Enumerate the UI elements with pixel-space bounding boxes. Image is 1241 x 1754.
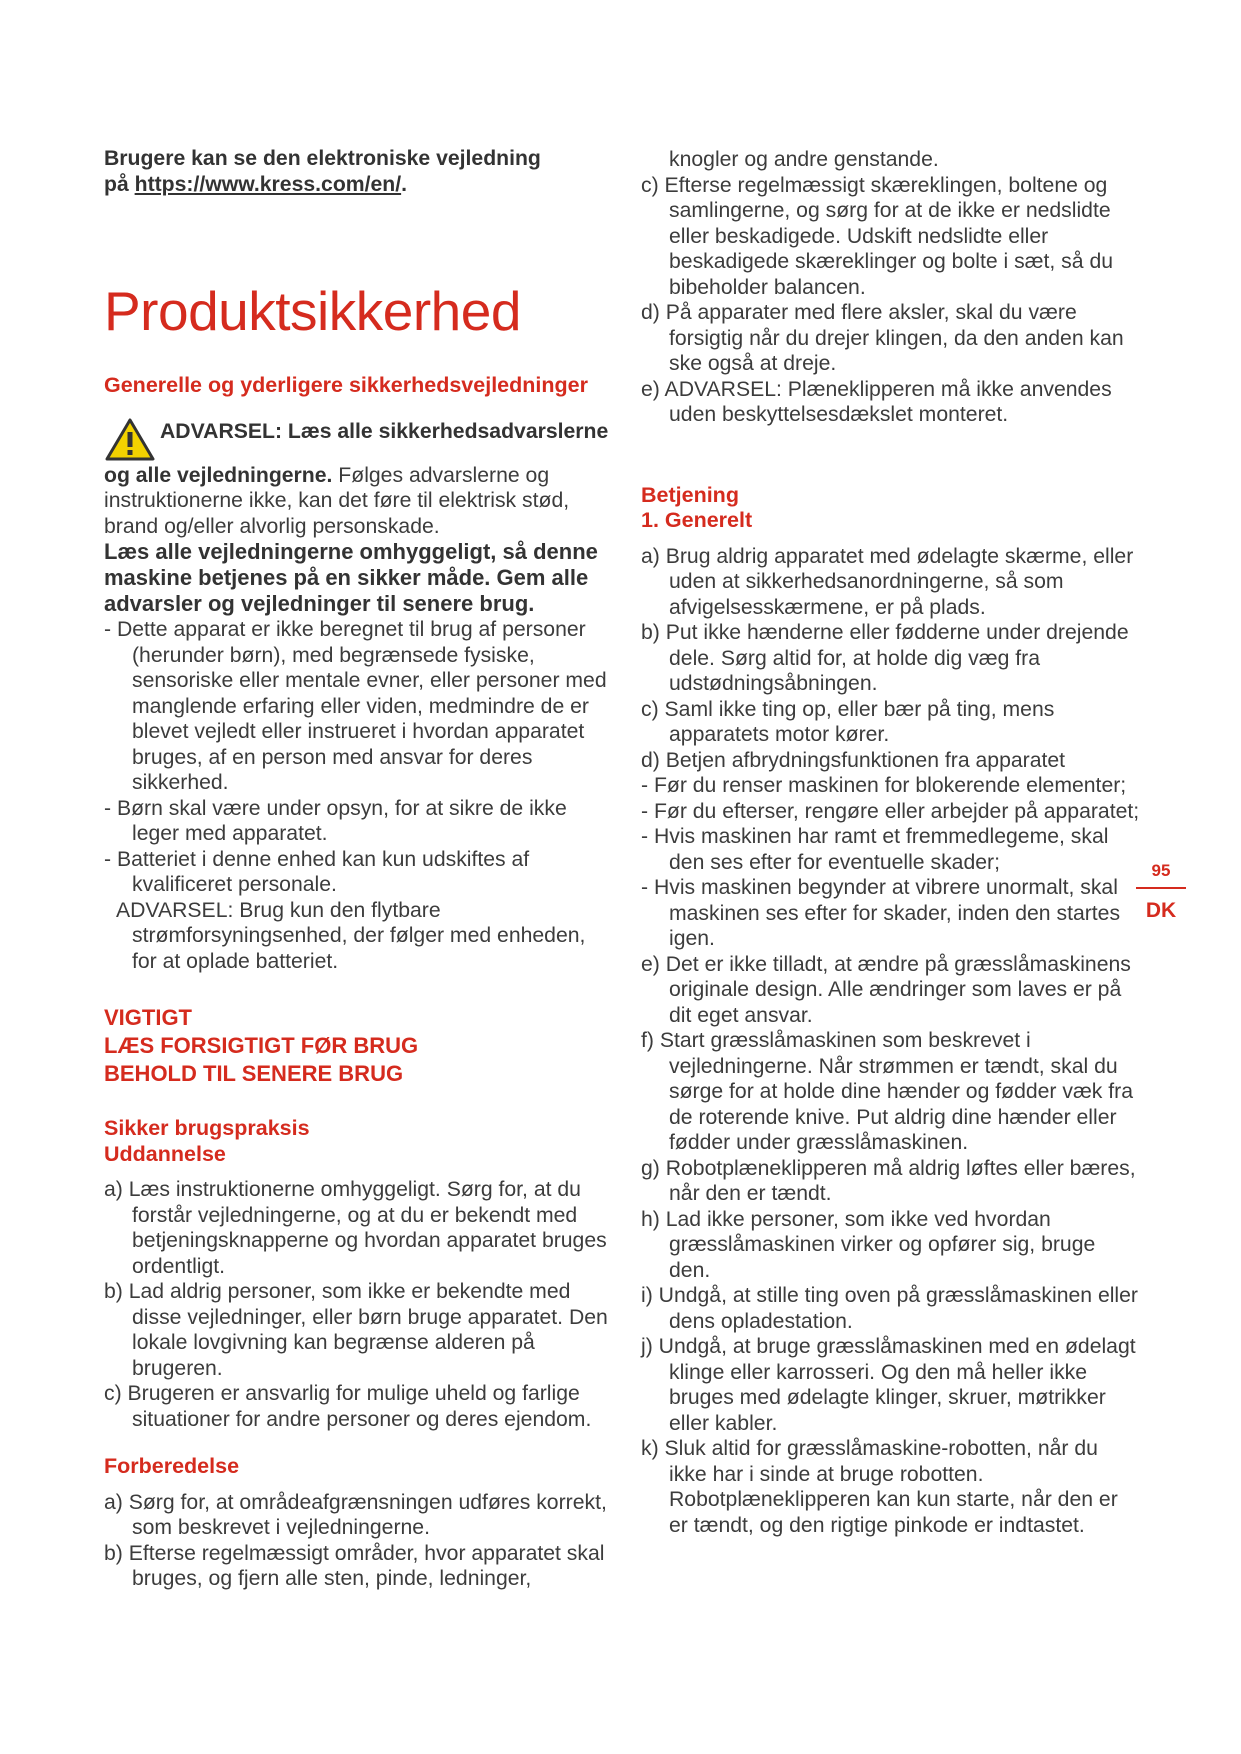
list-item: c) Brugeren er ansvarlig for mulige uheld og farlige situationer for andre personer og deres ejendom. — [104, 1382, 592, 1431]
list-item: - Børn skal være under opsyn, for at sikre de ikke leger med apparatet. — [104, 796, 567, 845]
list-item: - Batteriet i denne enhed kan kun udskiftes af kvalificeret personale. — [104, 847, 530, 896]
list-item: - Hvis maskinen har ramt et fremmedlegeme, skal den ses efter for eventuelle skader; — [641, 825, 1109, 874]
list-item: h) Lad ikke personer, som ikke ved hvordan græsslåmaskinen virker og opfører sig, bruge den. — [641, 1207, 1096, 1282]
important-line3: BEHOLD TIL SENERE BRUG — [104, 1061, 404, 1086]
preparation-continuation: knogler og andre genstande. — [669, 148, 939, 171]
operation-section — [641, 483, 1141, 1539]
list-item: k) Sluk altid for græsslåmaskine-robotten, når du ikke har i sinde at bruge robotten. Robotplæneklipperen kan kun starte, når den er er tændt, og den rigtige pinkode er indtastet. — [641, 1437, 1118, 1537]
language-code: DK — [1145, 899, 1177, 922]
general-bullets — [104, 617, 609, 898]
intro-text — [104, 146, 609, 197]
important-block — [104, 1004, 609, 1088]
operation-heading: Betjening — [641, 482, 739, 507]
left-column — [104, 146, 609, 1592]
safe-use-section — [104, 1116, 609, 1432]
list-item: a) Sørg for, at områdeafgrænsningen udføres korrekt, som beskrevet i vejledningerne. — [104, 1490, 607, 1539]
power-supply-warning: ADVARSEL: Brug kun den flytbare strømforsyningsenhed, der følger med enheden, for at oplade batteriet. — [116, 898, 586, 973]
list-item: d) Betjen afbrydningsfunktionen fra apparatet — [641, 748, 1066, 772]
list-item: b) Put ikke hænderne eller fødderne under drejende dele. Sørg altid for, at holde dig væg fra udstødningsåbningen. — [641, 621, 1129, 695]
list-item: f) Start græsslåmaskinen som beskrevet i vejledningerne. Når strømmen er tændt, skal du sørge for at holde dine hænder og fødder væk fra de roterende knive. Put aldrig dine hænder eller fødder under græsslåmaskinen. — [641, 1029, 1134, 1154]
warning-text: Følges advarslerne og instruktionerne ikke, kan det føre til elektrisk stød, brand og/eller alvorlig personskade. — [104, 463, 570, 538]
kress-link[interactable]: https://www.kress.com/en/ — [134, 172, 402, 196]
list-item: c) Saml ikke ting op, eller bær på ting, mens apparatets motor kører. — [641, 697, 1055, 746]
list-item: g) Robotplæneklipperen må aldrig løftes eller bæres, når den er tændt. — [641, 1156, 1136, 1205]
page-side-tab — [1136, 861, 1186, 923]
important-line1: VIGTIGT — [104, 1005, 192, 1030]
list-item: - Før du efterser, rengøre eller arbejder på apparatet; — [641, 799, 1140, 823]
list-item: b) Lad aldrig personer, som ikke er bekendte med disse vejledninger, eller børn bruge apparatet. Den lokale lovgivning kan begrænse alderen på brugeren. — [104, 1280, 608, 1380]
operation-subheading: 1. Generelt — [641, 508, 753, 532]
intro-line1: Brugere kan se den elektroniske vejledning — [104, 147, 541, 170]
general-heading: Generelle og yderligere sikkerhedsvejledninger — [104, 373, 588, 397]
list-item: - Hvis maskinen begynder at vibrere unormalt, skal maskinen ses efter for skader, inden den startes igen. — [641, 876, 1121, 950]
list-item: - Dette apparat er ikke beregnet til brug af personer (herunder børn), med begrænsede fysiske, sensoriske eller mentale evner, eller personer med manglende erfaring eller viden, medmindre de er blevet vejledt eller instrueret i hvordan apparatet bruges, af en person med ansvar for deres sikkerhed. — [104, 618, 607, 794]
intro-suffix: . — [401, 172, 407, 196]
preparation-heading: Forberedelse — [104, 1454, 240, 1478]
page-title: Produktsikkerhed — [104, 280, 521, 342]
preparation-section — [104, 1454, 609, 1592]
read-instructions-para: Læs alle vejledningerne omhyggeligt, så denne maskine betjenes på en sikker måde. Gem alle advarsler og vejledninger til senere brug. — [104, 539, 598, 616]
right-column — [641, 147, 1141, 1538]
list-item: e) ADVARSEL: Plæneklipperen må ikke anvendes uden beskyttelsesdækslet monteret. — [641, 377, 1112, 426]
list-item: i) Undgå, at stille ting oven på græsslåmaskinen eller dens opladestation. — [641, 1284, 1138, 1333]
important-line2: LÆS FORSIGTIGT FØR BRUG — [104, 1033, 419, 1058]
list-item: a) Læs instruktionerne omhyggeligt. Sørg for, at du forstår vejledningerne, og at du er bekendt med betjeningsknapperne og hvordan apparatet bruges ordentligt. — [104, 1178, 607, 1278]
warning-bold: ADVARSEL: Læs alle sikkerhedsadvarslerne og alle vejledningerne. — [104, 419, 609, 487]
list-item: d) På apparater med flere aksler, skal du være forsigtig når du drejer klingen, da den anden kan ske også at dreje. — [641, 301, 1124, 375]
warning-block — [104, 419, 609, 540]
warning-triangle-icon — [104, 417, 156, 463]
list-item: a) Brug aldrig apparatet med ødelagte skærme, eller uden at sikkerhedsanordningerne, så som afvigelsesskærmene, er på plads. — [641, 544, 1134, 619]
list-item: - Før du renser maskinen for blokerende elementer; — [641, 774, 1127, 797]
training-heading: Uddannelse — [104, 1141, 226, 1166]
list-item: b) Efterse regelmæssigt områder, hvor apparatet skal bruges, og fjern alle sten, pinde, ledninger, — [104, 1541, 605, 1590]
list-item: e) Det er ikke tilladt, at ændre på græsslåmaskinens originale design. Alle ændringer som laves er på dit eget ansvar. — [641, 952, 1131, 1027]
page-number: 95 — [1136, 861, 1186, 889]
list-item: c) Efterse regelmæssigt skæreklingen, boltene og samlingerne, og sørg for at de ikke er nedslidte eller beskadigede. Udskift nedslidte eller beskadigede skæreklinger og bolte i sæt, så du bibeholder balancen. — [641, 173, 1114, 299]
safe-use-heading: Sikker brugspraksis — [104, 1116, 310, 1140]
list-item: j) Undgå, at bruge græsslåmaskinen med en ødelagt klinge eller karrosseri. Og den må heller ikke bruges med ødelagte klinger, skruer, møtrikker eller kabler. — [641, 1335, 1136, 1435]
intro-prefix: på — [104, 172, 135, 196]
